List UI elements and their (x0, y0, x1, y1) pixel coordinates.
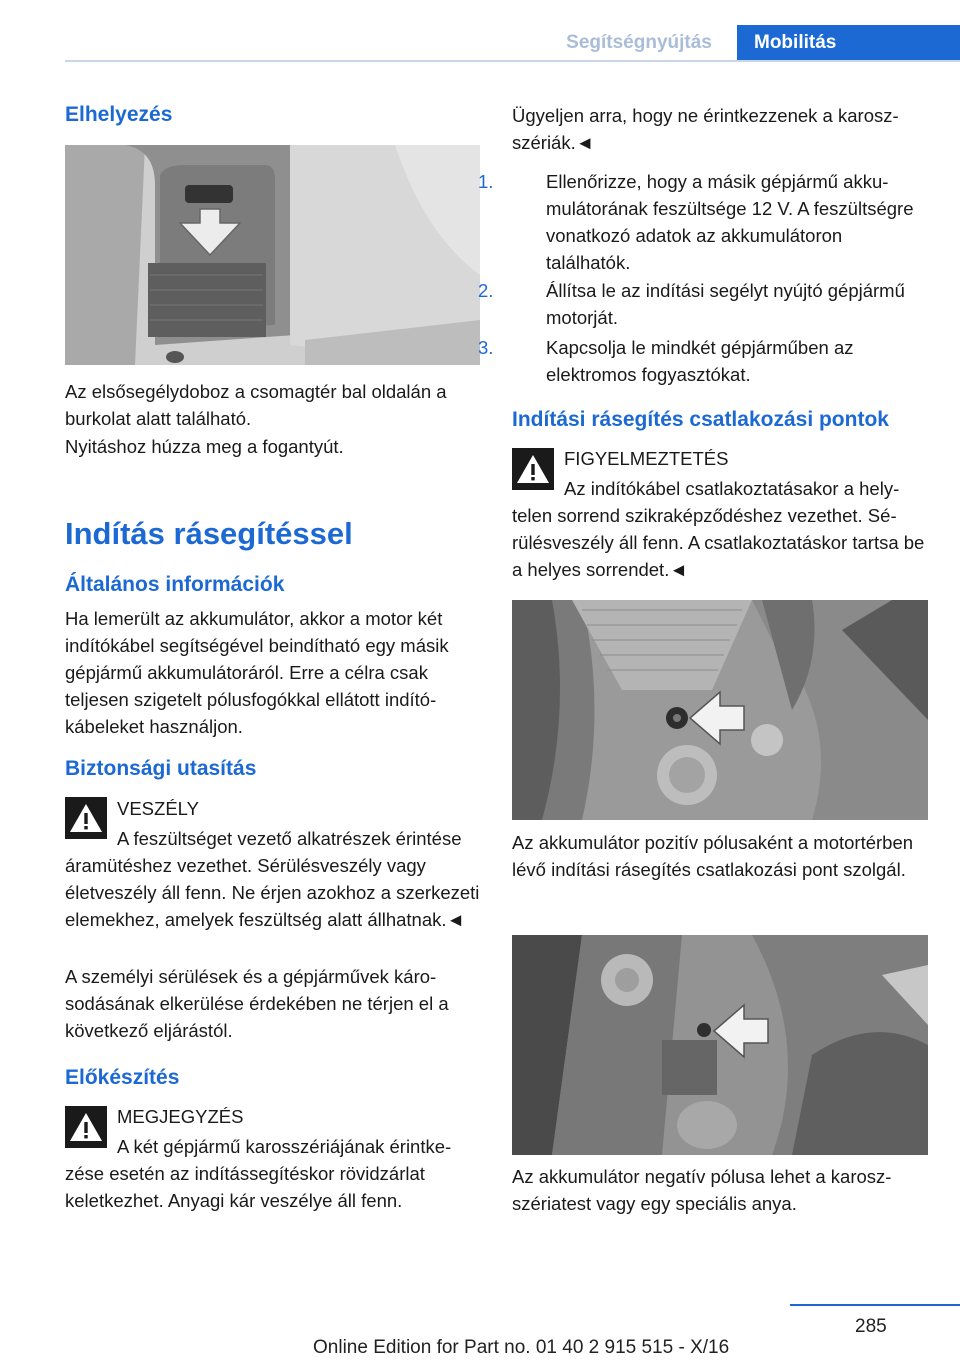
bodies-contact-text: Ügyeljen arra, hogy ne érintkezzenek a karoszszériák.◄ (512, 105, 899, 153)
placement-text-2: Nyitáshoz húzza meg a fogantyút. (65, 436, 344, 457)
list-item-number: 3. (478, 337, 494, 358)
first-aid-photo (65, 145, 480, 365)
heading-preparation: Előkészítés (65, 1066, 180, 1089)
notice-text: A két gépjármű karosszériájának érintkezése esetén az indítássegítéskor rövidzárlat keletkezhet. Anyagi kár veszélye áll fenn. (65, 1136, 452, 1211)
heading-placement: Elhelyezés (65, 103, 173, 126)
list-item-number: 2. (478, 280, 494, 301)
general-info-text: Ha lemerült az akkumulátor, akkor a motor két indítókábel segítségével beindítható egy másik gépjármű akkumulátoráról. Erre a célra csak teljesen szigetelt pólusfogókkal ellátott indítókábeleket használjon. (65, 608, 449, 737)
list-item-number: 1. (478, 171, 494, 192)
warning-label: FIGYELMEZTETÉS (564, 448, 729, 469)
safety-text: A személyi sérülések és a gépjárművek károsodásának elkerülése érdekében ne térjen el a következő eljárástól. (65, 966, 449, 1041)
negative-terminal-text: Az akkumulátor negatív pólusa lehet a karoszszériatest vagy egy speciális anya. (512, 1166, 892, 1214)
notice-label: MEGJEGYZÉS (117, 1106, 244, 1127)
header-rule (65, 60, 960, 62)
list-item-text: Kapcsolja le mindkét gépjárműben az elektromos fogyasztókat. (546, 337, 854, 385)
list-item (478, 168, 927, 276)
list-item-text: Állítsa le az indítási segélyt nyújtó gépjármű motorját. (546, 280, 905, 328)
list-item (478, 277, 927, 331)
positive-terminal-photo (512, 600, 928, 820)
header-chapter-tab[interactable]: Mobilitás (737, 25, 960, 62)
header-section-link[interactable]: Segítségnyújtás (566, 32, 712, 53)
danger-text: A feszültséget vezető alkatrészek érintése áramütéshez vezethet. Sérülésveszély vagy életveszély áll fenn. Ne érjen azokhoz a szerkezeti elemekhez, amelyek feszültség alatt állhatnak.◄ (65, 828, 480, 930)
section-title-jumpstart: Indítás rásegítéssel (65, 516, 353, 551)
placement-text-1: Az elsősegélydoboz a csomagtér bal oldalán a burkolat alatt található. (65, 381, 447, 429)
positive-terminal-text: Az akkumulátor pozitív pólusaként a motortérben lévő indítási rásegítés csatlakozási pont szolgál. (512, 832, 914, 880)
heading-connection-points: Indítási rásegítés csatlakozási pontok (512, 408, 889, 431)
list-item-text: Ellenőrizze, hogy a másik gépjármű akkumulátorának feszültsége 12 V. A feszültségre vonatkozó adatok az akkumulátoron találhatók. (546, 171, 914, 273)
danger-label: VESZÉLY (117, 798, 199, 819)
heading-safety: Biztonsági utasítás (65, 757, 257, 780)
negative-terminal-photo (512, 935, 928, 1155)
heading-general-info: Általános információk (65, 573, 285, 596)
edition-footer: Online Edition for Part no. 01 40 2 915 515 - X/16 (313, 1337, 730, 1358)
list-item (478, 334, 927, 388)
warning-text: Az indítókábel csatlakoztatásakor a helytelen sorrend szikraképződéshez vezethet. Sérülésveszély áll fenn. A csatlakoztatáskor tartsa be a helyes sorrendet.◄ (512, 478, 925, 580)
footer-rule (790, 1304, 960, 1306)
page-number: 285 (855, 1316, 887, 1337)
